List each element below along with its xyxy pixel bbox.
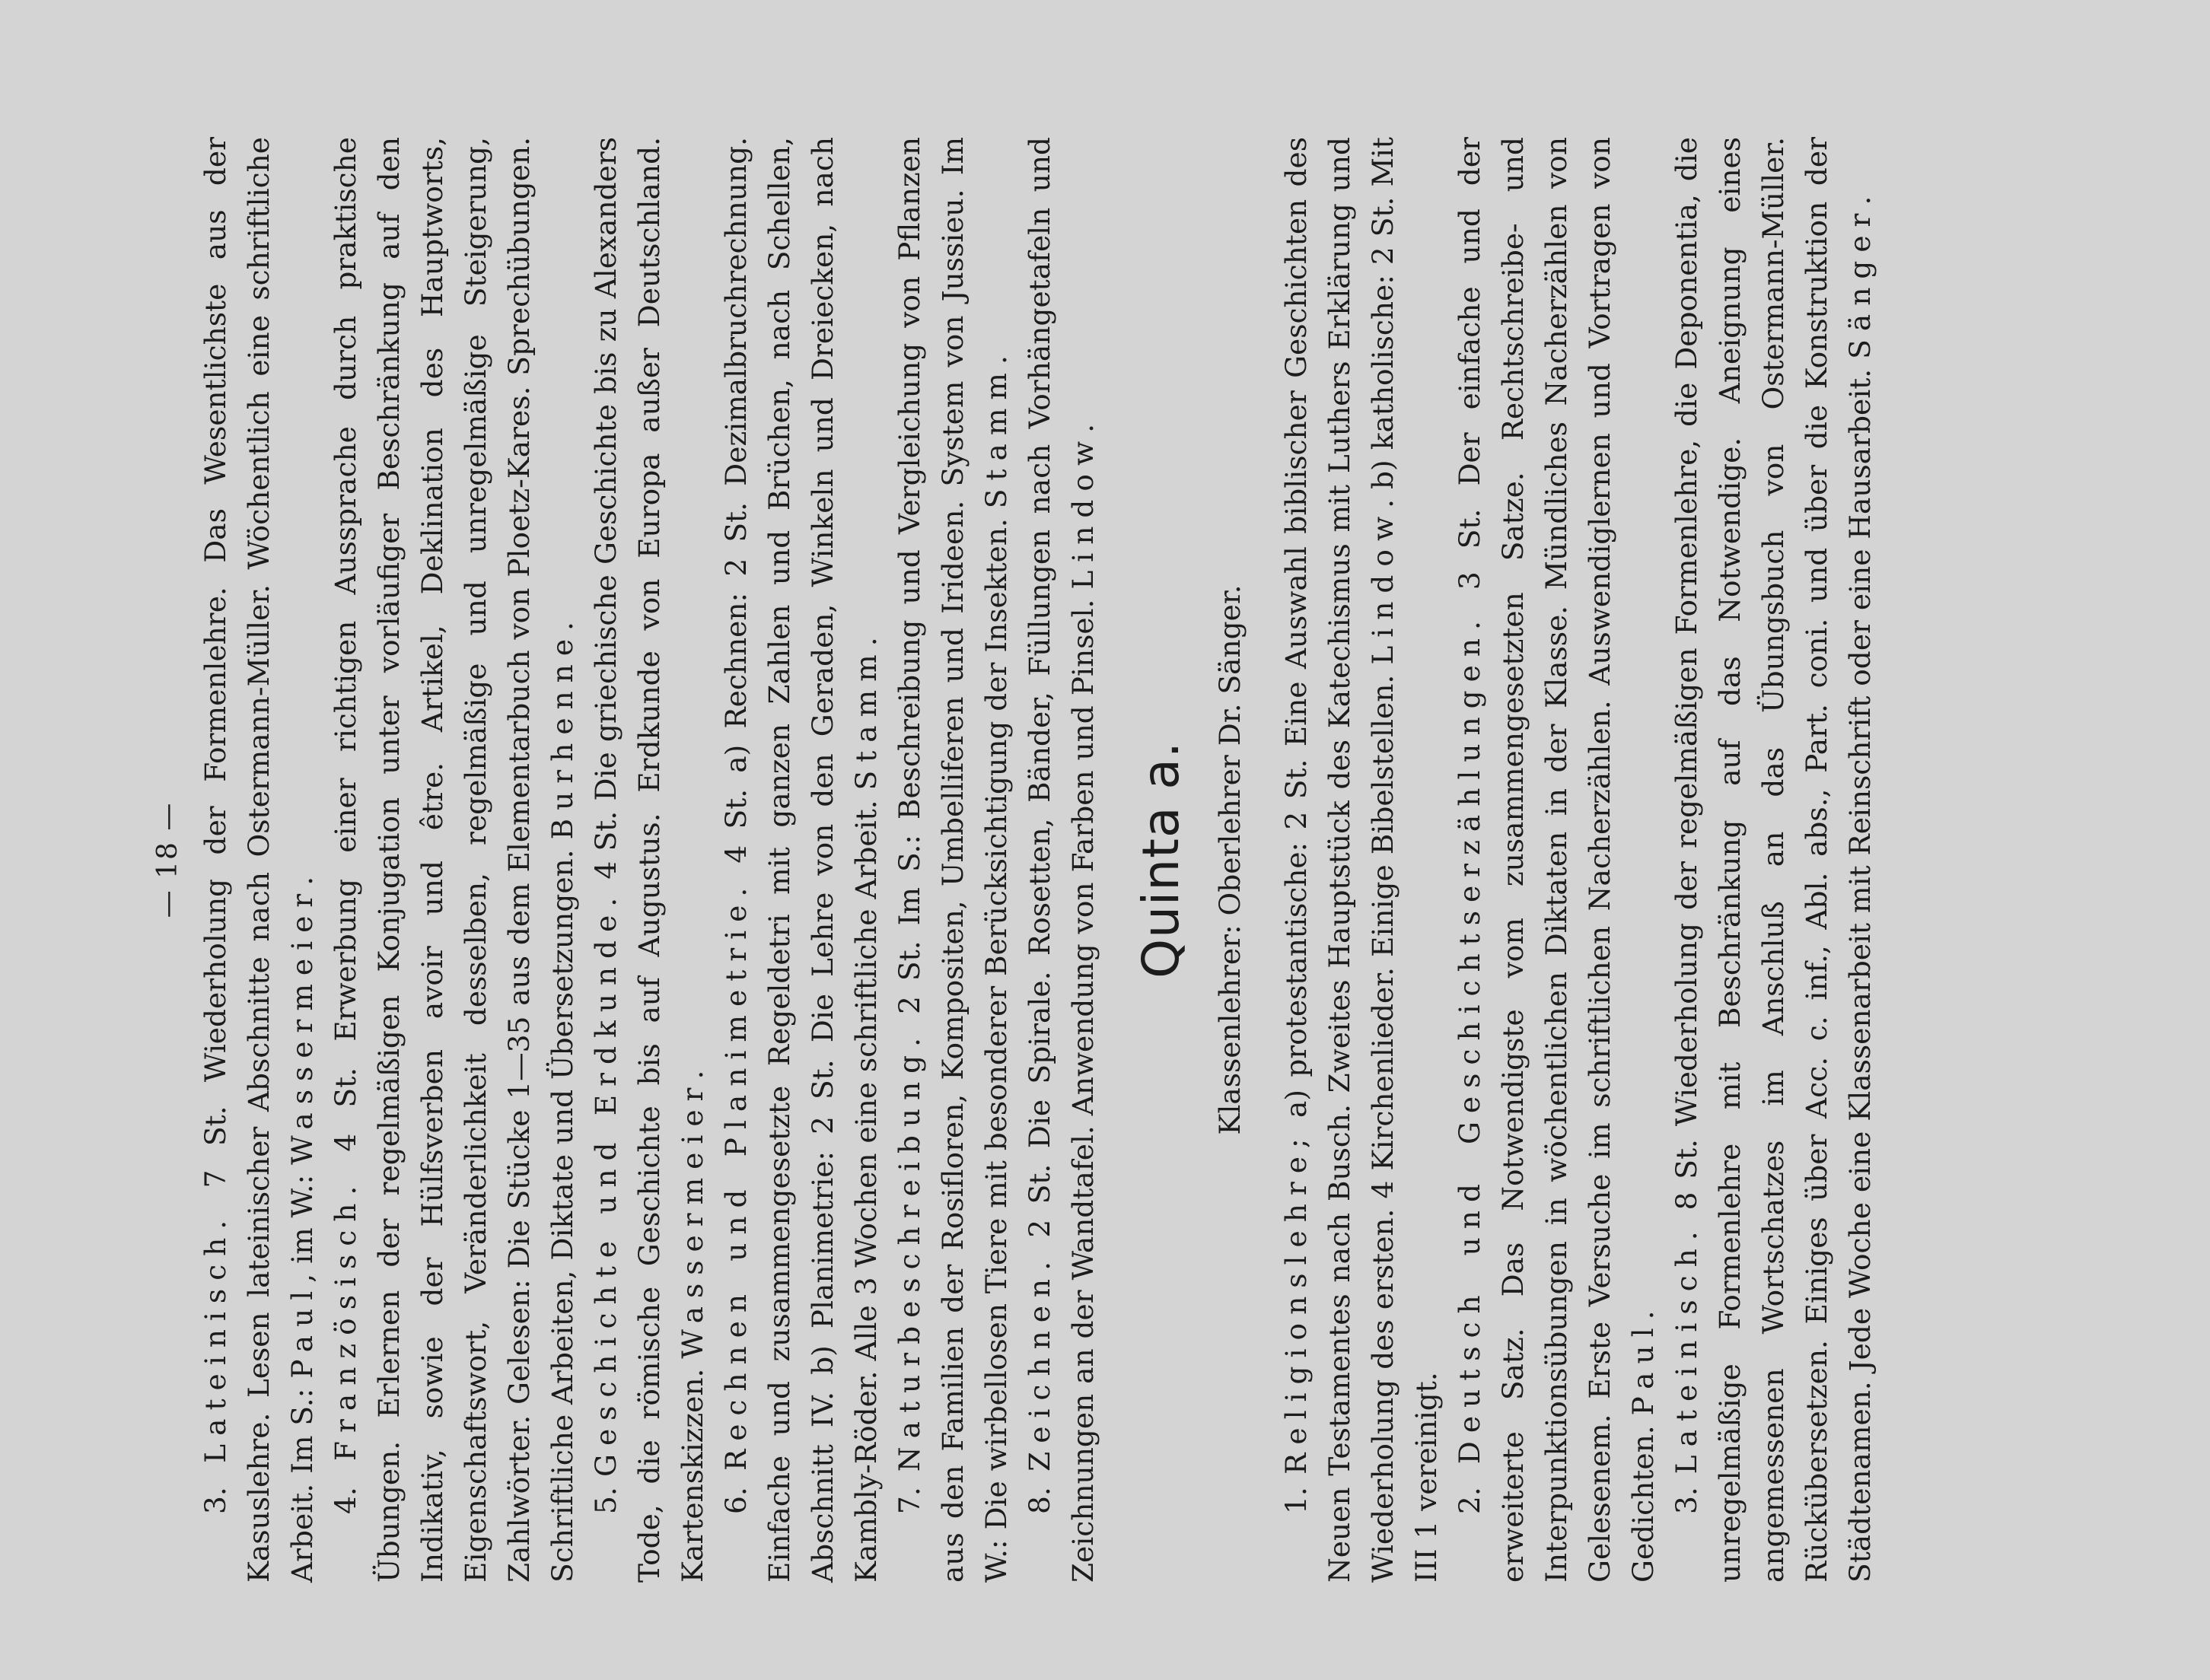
subject-name: Naturbeschreibung. [893,1029,926,1472]
teacher-name: Stamm [849,646,883,791]
paragraph-text: . [1626,1310,1660,1320]
subject-name: Deutsch und Geschichtserzählungen. [1453,612,1486,1465]
subject-name: Geschichte und Erdkunde. [589,889,623,1477]
paragraph-text: . [285,876,319,886]
item-number: 2. [1453,1464,1486,1514]
item-number: 3. [199,1462,232,1514]
paragraph-naturbeschreibung [888,137,1018,1583]
subject-name: Lateinisch. [1670,1223,1703,1475]
paragraph-text: . [546,622,579,631]
item-number: 3. [1670,1474,1703,1514]
teacher-name: Wassermeier [285,885,319,1165]
paragraph-text: a) protestantische: 2 St. Eine Auswahl biblischer Geschichten des Neuen Testamentes nach Busch. Zweites Hauptstück des Katechismus mit Luthers Erklärung und Wiederholung des ersten. 4 Kirchenlieder. Einige Bibelstellen. [1279,137,1400,1583]
teacher-name: Wassermeier [676,1079,709,1359]
paragraph-geschichte-erdkunde [584,137,715,1583]
page-number: — 18 — [152,801,183,918]
paragraph-text: 4 St. Die griechische Geschichte bis zu Alexanders Tode, die römische Geschichte bis auf Augustus. Erdkunde von Europa außer Deutschland. Kartenskizzen. [589,136,709,1583]
subject-name: Religionslehre; [1279,1130,1313,1475]
paragraph-text: . [1843,196,1877,205]
item-number: 8. [1023,1471,1056,1514]
paragraph-lateinisch-quinta [1665,137,1882,1583]
paragraph-text: . [1066,423,1100,433]
paragraph-text: 2 St. Im S.: Beschreibung und Vergleichung von Pflanzen aus den Familien der Rosifloren, Kompositen, Umbelliferen und Irideen. System von Jussieu. Im W.: Die wirbellosen Tiere mit besonderer Berücksichtigung der Insekten. [893,136,1013,1583]
teacher-name: Paul [285,1282,319,1379]
paragraph-religionslehre [1275,137,1448,1583]
teacher-name: Lindow [1066,432,1100,590]
teacher-name: Paul [1626,1319,1660,1416]
paragraph-lateinisch-upper [194,137,324,1583]
paragraph-text: . [979,355,1013,365]
rotated-page-content [148,136,1877,1583]
teacher-name: Lindow [1366,508,1400,665]
paragraph-deutsch [1448,137,1665,1583]
subject-name: Französisch. [329,1177,362,1462]
item-number: 4. [329,1461,362,1514]
subject-name: Rechnen und Planimetrie. [719,879,753,1472]
item-number: 7. [893,1472,926,1514]
paragraph-text: . [676,1070,709,1080]
paragraph-text: 3 St. Der einfache und der erweiterte Satz. Das Notwendigste vom zusammengesetzten Satze. Rechtschreibe- und Interpunktionsübungen in wöchentlichen Diktaten in der Klasse. Mündliches Nacherzählen von Gelesenem. Erste Versuche im schriftlichen Nacherzählen. Auswendiglernen und Vortragen von Gedichten. [1453,137,1660,1583]
paragraph-text: 2 St. Die Spirale. Rosetten, Bänder, Füllungen nach Vorhängetafeln und Zeichnungen an der Wandtafel. Anwendung von Farben und Pinsel. [1023,137,1100,1583]
item-number: 5. [589,1476,623,1514]
paragraph-text: , im W.: [285,1164,319,1283]
paragraph-text: . b) katholische: 2 St. Mit III 1 vereinigt. [1366,137,1443,1583]
teacher-name: Burhenne [546,630,579,840]
section-heading: Quinta a. [1132,741,1190,978]
paragraph-text: . [849,637,883,647]
subject-name: Lateinisch. [199,1211,232,1463]
item-number: 1. [1279,1474,1313,1514]
paragraph-franzoesisch [324,137,584,1583]
teacher-name: Sänger [1843,205,1877,359]
item-number: 6. [719,1471,753,1514]
paragraph-text: 4 St. Erwerbung einer richtigen Aussprache durch praktische Übungen. Erlernen der regelmäßigen Konjugation unter vorläufiger Beschränkung auf den Indikativ, sowie der Hülfsverben avoir und être. Artikel, Deklination des Hauptworts, Eigenschaftswort, Veränderlichkeit desselben, regelmäßige und unregelmäßige Steigerung, Zahlwörter. Gelesen: Die Stücke 1—35 aus dem Elementarbuch von Ploetz-Kares. Sprechübungen. Schriftliche Arbeiten, Diktate und Übersetzungen. [329,137,579,1583]
paragraph-text: 7 St. Wiederholung der Formenlehre. Das Wesentlichste aus der Kasuslehre. Lesen lateinischer Abschnitte nach Ostermann-Müller. Wöchentlich eine schriftliche Arbeit. Im S.: [199,137,319,1583]
class-teacher-line: Klassenlehrer: Oberlehrer Dr. Sänger. [1213,584,1247,1135]
paragraph-zeichnen [1018,137,1105,1583]
paragraph-rechnen-planimetrie [715,137,888,1583]
paragraph-text: 4 St. a) Rechnen: 2 St. Dezimalbruchrechnung. Einfache und zusammengesetzte Regeldetri mit ganzen Zahlen und Brüchen, nach Schellen, Abschnitt IV. b) Planimetrie: 2 St. Die Lehre von den Geraden, Winkeln und Dreiecken, nach Kambly-Röder. Alle 3 Wochen eine schriftliche Arbeit. [719,137,883,1583]
teacher-name: Stamm [979,364,1013,509]
paragraph-text: 8 St. Wiederholung der regelmäßigen Formenlehre, die Deponentia, die unregelmäßige Formenlehre mit Beschränkung auf das Notwendige. Aneignung eines angemessenen Wortschatzes im Anschluß an das Übungsbuch von Ostermann-Müller. Rückübersetzen. Einiges über Acc. c. inf., Abl. abs., Part. coni. und über die Konstruktion der Städtenamen. Jede Woche eine Klassenarbeit mit Reinschrift oder eine Hausarbeit. [1670,137,1877,1583]
subject-name: Zeichnen. [1023,1253,1056,1472]
